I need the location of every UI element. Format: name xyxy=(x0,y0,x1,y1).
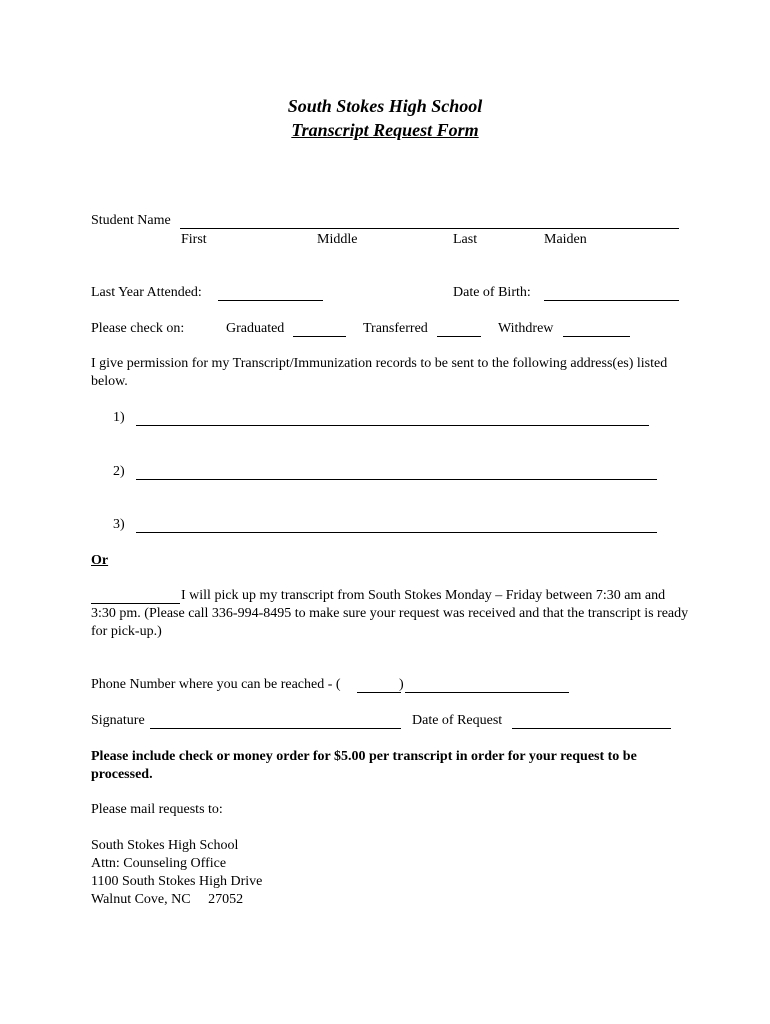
student-name-label: Student Name xyxy=(91,213,171,228)
last-name-caption: Last xyxy=(453,232,478,247)
signature-label: Signature xyxy=(91,713,145,728)
mail-address-line: Walnut Cove, NC 27052 xyxy=(91,892,244,907)
or-label: Or xyxy=(91,553,109,568)
status-check-label: Please check on: xyxy=(91,321,185,336)
first-name-caption: First xyxy=(181,232,207,247)
address-item-number: 2) xyxy=(113,464,125,479)
address-line-2[interactable] xyxy=(136,479,657,480)
mail-intro: Please mail requests to: xyxy=(91,802,223,817)
address-line-1[interactable] xyxy=(136,425,649,426)
withdrew-line[interactable] xyxy=(563,336,630,337)
payment-note: Please include check or money order for $5.00 per transcript in order for your request to be processed. xyxy=(91,749,637,782)
permission-text: I give permission for my Transcript/Immunization records to be sent to the following address(es) listed below. xyxy=(91,356,668,389)
graduated-line[interactable] xyxy=(293,336,346,337)
withdrew-label: Withdrew xyxy=(498,321,554,336)
date-of-request-line[interactable] xyxy=(512,728,671,729)
maiden-name-caption: Maiden xyxy=(544,232,587,247)
date-of-request-label: Date of Request xyxy=(412,713,503,728)
address-line-3[interactable] xyxy=(136,532,657,533)
phone-number-line[interactable] xyxy=(405,692,569,693)
phone-label: Phone Number where you can be reached - ( xyxy=(91,677,341,692)
mail-address-line: 1100 South Stokes High Drive xyxy=(91,874,263,889)
transferred-label: Transferred xyxy=(363,321,428,336)
address-item-number: 1) xyxy=(113,410,125,425)
transferred-line[interactable] xyxy=(437,336,481,337)
form-title: Transcript Request Form xyxy=(291,120,479,140)
student-name-line[interactable] xyxy=(180,228,679,229)
mail-address-line: South Stokes High School xyxy=(91,838,239,853)
school-title: South Stokes High School xyxy=(287,96,483,116)
date-of-birth-label: Date of Birth: xyxy=(453,285,531,300)
pickup-text: I will pick up my transcript from South Stokes Monday – Friday between 7:30 am and 3:30 pm. (Please call 336-994-8495 to make sure your request was received and that the transcript is ready for pick-up.) xyxy=(91,588,689,639)
mail-address-line: Attn: Counseling Office xyxy=(91,856,227,871)
last-year-attended-label: Last Year Attended: xyxy=(91,285,202,300)
phone-paren-close: ) xyxy=(399,677,404,692)
middle-name-caption: Middle xyxy=(317,232,358,247)
date-of-birth-line[interactable] xyxy=(544,300,679,301)
signature-line[interactable] xyxy=(150,728,401,729)
phone-area-code-line[interactable] xyxy=(357,692,401,693)
last-year-attended-line[interactable] xyxy=(218,300,323,301)
address-item-number: 3) xyxy=(113,517,125,532)
graduated-label: Graduated xyxy=(226,321,285,336)
